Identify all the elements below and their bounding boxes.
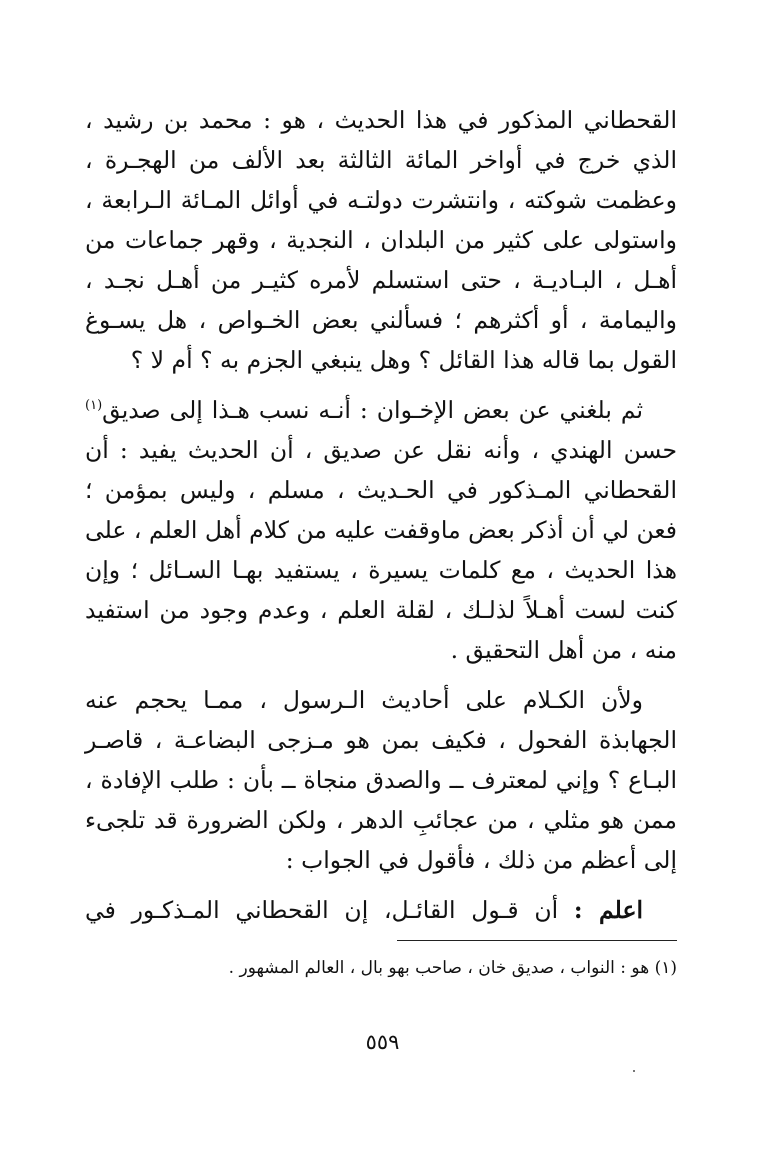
page-body — [85, 100, 677, 981]
footnote-divider — [397, 940, 677, 941]
page-number: ٥٥٩ — [365, 1030, 400, 1054]
footnote: (١) هو : النواب ، صديق خان ، صاحب بهو بال ، العالم المشهور . — [228, 958, 677, 978]
paragraph-2 — [85, 390, 677, 670]
paragraph-3: ولأن الكـلام على أحاديث الـرسول ، ممـا يحجم عنه الجهابذة الفحول ، فكيف بمن هو مـزجى البضاعـة ، قاصـر البـاع ؟ وإني لمعترف ــ والصدق منجاة ــ بأن : طلب الإفادة ، ممن هو مثلي ، من عجائبِ الدهر ، ولكن الضرورة قد تلجىء إلى أعظم من ذلك ، فأقول في الجواب : — [85, 686, 677, 874]
footnote-marker: (١) — [85, 398, 103, 414]
paragraph-2-part-1: ثم بلغني عن بعض الإخـوان : أنـه نسب هـذا إلى صديق — [102, 396, 643, 424]
paragraph-1: القحطاني المذكور في هذا الحديث ، هو : محمد بن رشيد ، الذي خرج في أواخر المائة الثالثة بعد الألف من الهجـرة ، وعظمت شوكته ، وانتشرت دولتـه في أوائل المـائة الـرابعة ، واستولى على كثير من البلدان ، النجدية ، وقهر جماعات من أهـل ، البـاديـة ، حتى استسلم لأمره كثيـر من أهـل نجـد ، واليمامة ، أو أكثرهم ؛ فسألني بعض الخـواص ، هل يسـوغ القول بما قاله هذا القائل ؟ وهل ينبغي الجزم به ؟ أم لا ؟ — [85, 106, 677, 374]
paragraph-4-text: أن قـول القائـل، إن القحطاني المـذكـور في — [85, 896, 574, 924]
paragraph-4 — [85, 890, 677, 930]
paragraph-2-part-2: حسن الهندي ، وأنه نقل عن صديق ، أن الحديث يفيد : أن القحطاني المـذكور في الحـديث ، مسلم ، وليس بمؤمن ؛ فعن لي أن أذكر بعض ماوقفت عليه من كلام أهل العلم ، على هذا الحديث ، مع كلمات يسيرة ، يستفيد بهـا السـائل ؛ وإن كنت لست أهـلاً لذلـك ، لقلة العلم ، وعدم وجود من استفيد منه ، من أهل التحقيق . — [85, 436, 677, 664]
paragraph-4-lead: اعلم : — [573, 896, 643, 924]
speck-mark — [633, 1070, 635, 1072]
